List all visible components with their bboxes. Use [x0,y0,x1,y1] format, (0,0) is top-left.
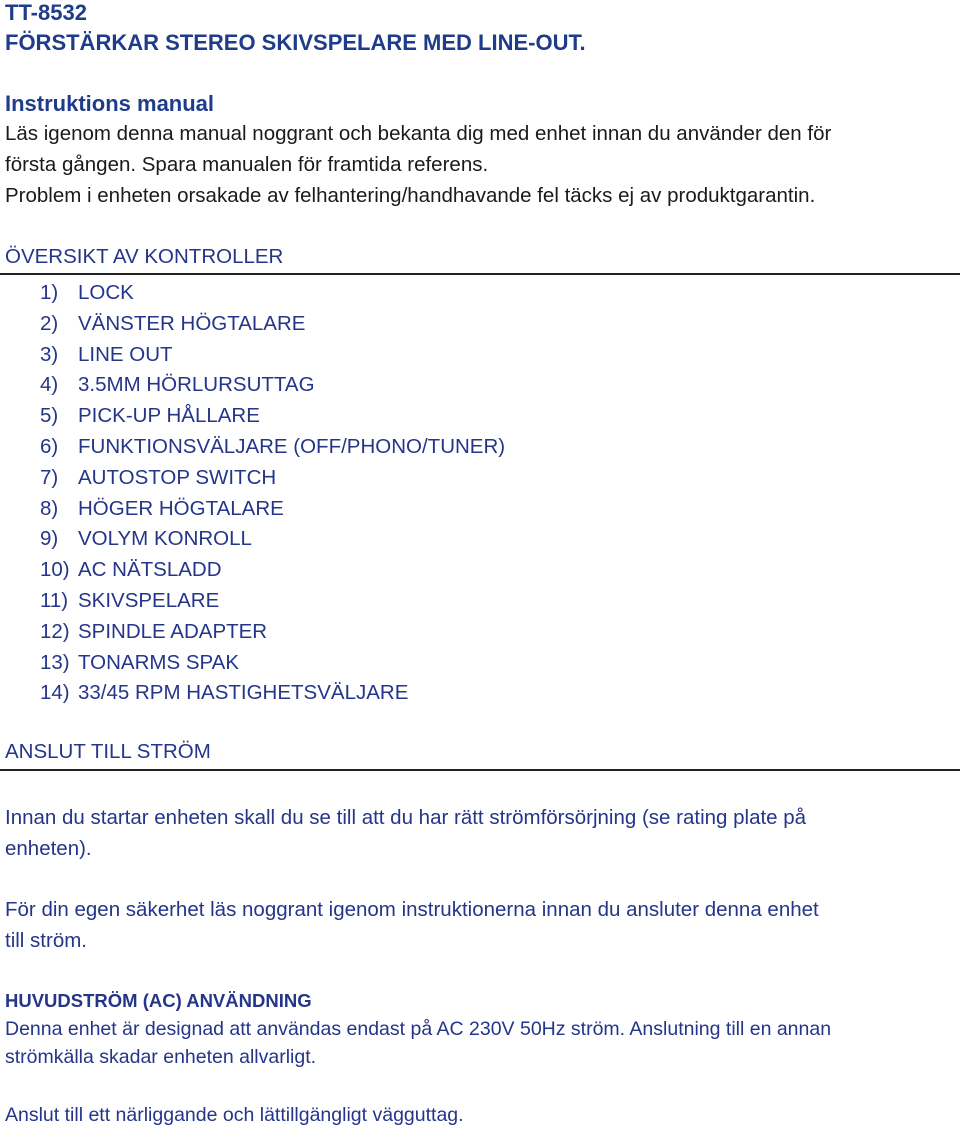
item-label: 3.5MM HÖRLURSUTTAG [78,373,315,397]
item-number: 3) [40,342,59,366]
intro-line-2: första gången. Spara manualen för framtida referens. [5,153,489,176]
item-label: VÄNSTER HÖGTALARE [78,311,306,335]
item-number: 10) [40,558,70,582]
item-number: 9) [40,527,59,551]
list-item [0,494,505,525]
item-label: VOLYM KONROLL [78,527,252,551]
item-number: 2) [40,311,59,335]
item-label: HÖGER HÖGTALARE [78,496,284,520]
item-number: 12) [40,619,70,643]
power-paragraph-1-line-1: Innan du startar enheten skall du se till att du har rätt strömförsörjning (se rating plate på [5,806,807,829]
list-item [0,678,505,709]
item-number: 13) [40,650,70,674]
controls-list [0,278,505,709]
ac-usage-line-1: Denna enhet är designad att användas endast på AC 230V 50Hz ström. Anslutning till en annan [5,1018,832,1040]
intro-line-1: Läs igenom denna manual noggrant och bekanta dig med enhet innan du använder den för [5,122,832,145]
list-item [0,432,505,463]
product-title: FÖRSTÄRKAR STEREO SKIVSPELARE MED LINE-OUT. [5,30,586,55]
list-item [0,617,505,648]
list-item [0,370,505,401]
list-item [0,278,505,309]
list-item [0,463,505,494]
list-item [0,524,505,555]
item-number: 8) [40,496,59,520]
item-label: 33/45 RPM HASTIGHETSVÄLJARE [78,681,409,705]
item-number: 7) [40,465,59,489]
list-item [0,555,505,586]
list-item [0,401,505,432]
ac-usage-heading: HUVUDSTRÖM (AC) ANVÄNDNING [5,990,312,1011]
manual-heading: Instruktions manual [5,91,215,116]
item-label: AC NÄTSLADD [78,558,222,582]
power-heading: ANSLUT TILL STRÖM [5,740,211,763]
overview-divider [0,273,960,275]
item-label: SPINDLE ADAPTER [78,619,268,643]
item-number: 11) [40,588,69,612]
list-item [0,309,505,340]
item-label: AUTOSTOP SWITCH [78,465,277,489]
overview-heading: ÖVERSIKT AV KONTROLLER [5,245,284,268]
item-label: PICK-UP HÅLLARE [78,404,260,428]
item-label: FUNKTIONSVÄLJARE (OFF/PHONO/TUNER) [78,434,506,458]
item-label: TONARMS SPAK [78,650,239,674]
item-number: 4) [40,373,59,397]
model-number: TT-8532 [5,0,87,25]
item-number: 6) [40,434,59,458]
ac-usage-line-2: strömkälla skadar enheten allvarligt. [5,1046,317,1068]
item-number: 1) [40,281,59,304]
intro-line-3: Problem i enheten orsakade av felhantering/handhavande fel täcks ej av produktgarantin. [5,184,816,207]
item-number: 14) [40,681,70,705]
final-instruction: Anslut till ett närliggande och lättillgängligt vägguttag. [5,1104,464,1126]
power-paragraph-2-line-2: till ström. [5,929,87,952]
power-paragraph-1-line-2: enheten). [5,837,92,860]
list-item [0,340,505,371]
list-item [0,586,505,617]
item-label: LINE OUT [78,342,173,366]
power-paragraph-2-line-1: För din egen säkerhet läs noggrant igenom instruktionerna innan du ansluter denna enhet [5,898,819,921]
item-label: LOCK [78,281,134,304]
item-label: SKIVSPELARE [78,588,220,612]
item-number: 5) [40,404,59,428]
power-divider [0,769,960,771]
list-item [0,648,505,679]
